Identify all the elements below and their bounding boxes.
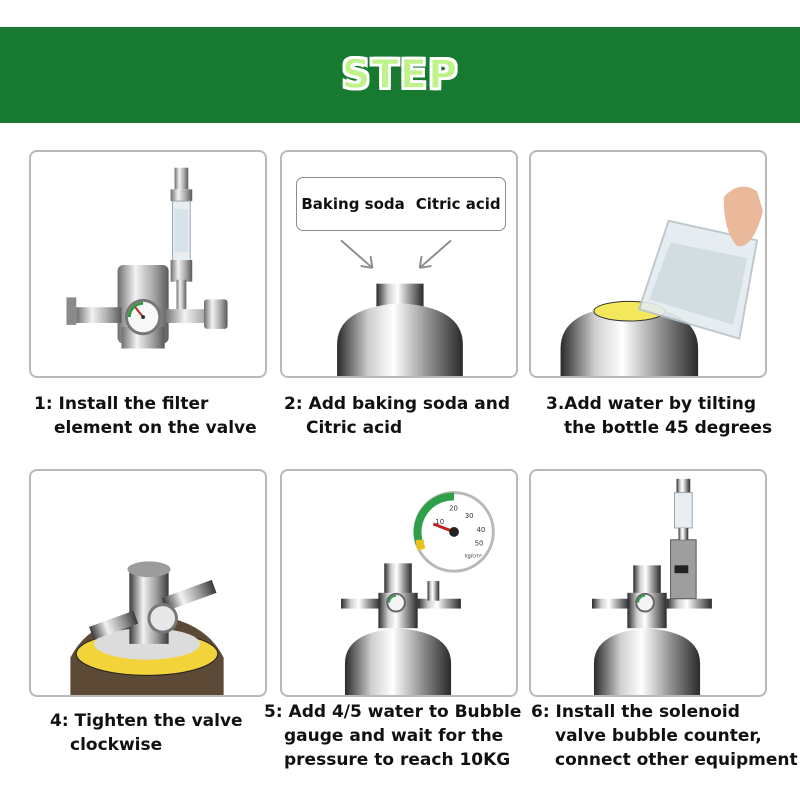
caption-line: gauge and wait for the xyxy=(284,726,504,746)
step-5-caption xyxy=(264,700,521,772)
gauge-tick-10: 10 xyxy=(435,518,445,527)
caption-line: 6: Install the solenoid xyxy=(531,702,740,722)
step-6-panel xyxy=(529,469,767,697)
gauge-tick-40: 40 xyxy=(476,525,486,534)
caption-line: 4: Tighten the valve xyxy=(50,711,243,731)
regulator-filter-illustration xyxy=(31,152,265,376)
citric-acid-label: Citric acid xyxy=(415,195,501,213)
page-title: STEP xyxy=(341,52,459,98)
gauge-unit: kg/cm² xyxy=(464,553,482,560)
pouring-water-illustration xyxy=(531,152,765,376)
ingredients-label-box xyxy=(296,177,506,231)
tighten-valve-illustration xyxy=(31,471,265,695)
caption-line: 5: Add 4/5 water to Bubble xyxy=(264,702,522,722)
gauge-tick-20: 20 xyxy=(449,504,458,513)
caption-line: clockwise xyxy=(70,735,163,755)
step-6-caption xyxy=(531,700,798,772)
caption-line: the bottle 45 degrees xyxy=(564,418,773,438)
caption-line: connect other equipment xyxy=(555,750,798,770)
step-4-caption xyxy=(50,709,243,757)
caption-line: 3.Add water by tilting xyxy=(546,394,757,414)
caption-line: 2: Add baking soda and xyxy=(284,394,511,414)
step-5-panel xyxy=(280,469,518,697)
caption-line: valve bubble counter, xyxy=(555,726,762,746)
step-3-caption xyxy=(546,392,772,440)
step-2-caption xyxy=(284,392,510,440)
gauge-tick-50: 50 xyxy=(474,539,484,548)
solenoid-counter-illustration xyxy=(531,471,765,695)
baking-soda-label: Baking soda xyxy=(301,195,405,213)
header-banner xyxy=(0,27,800,123)
step-4-panel xyxy=(29,469,267,697)
caption-line: Citric acid xyxy=(306,418,403,438)
caption-line: pressure to reach 10KG xyxy=(284,750,511,770)
step-1-panel xyxy=(29,150,267,378)
caption-line: 1: Install the filter xyxy=(34,394,209,414)
step-3-panel xyxy=(529,150,767,378)
gauge-tick-30: 30 xyxy=(464,512,474,521)
step-2-panel xyxy=(280,150,518,378)
step-1-caption xyxy=(34,392,257,440)
caption-line: element on the valve xyxy=(54,418,257,438)
pressure-gauge-illustration xyxy=(282,471,516,695)
